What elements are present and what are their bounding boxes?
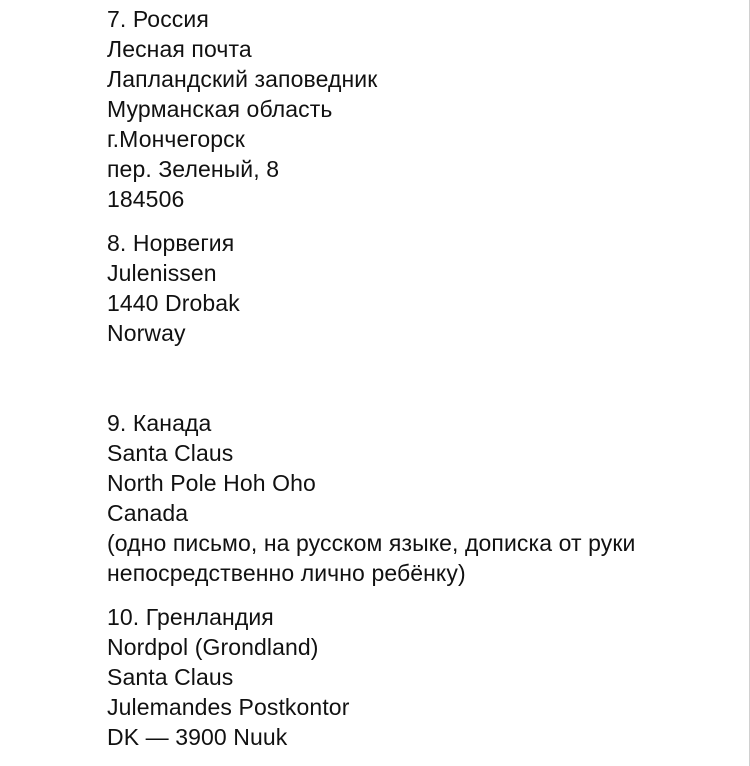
address-line: DK — 3900 Nuuk	[107, 724, 288, 750]
address-line: 184506	[107, 186, 185, 212]
address-line: Лапландский заповедник	[107, 66, 378, 92]
address-line: г.Мончегорск	[107, 126, 245, 152]
address-heading: 8. Норвегия	[107, 230, 235, 256]
address-block-canada	[107, 408, 737, 588]
address-heading: 7. Россия	[107, 6, 209, 32]
address-line: North Pole Hoh Oho	[107, 470, 316, 496]
address-heading: 10. Гренландия	[107, 604, 274, 630]
address-line: Santa Claus	[107, 664, 234, 690]
spacer	[107, 348, 737, 408]
address-list	[107, 4, 737, 752]
address-line: Nordpol (Grondland)	[107, 634, 319, 660]
address-block-norway	[107, 228, 737, 348]
spacer	[107, 214, 737, 228]
address-line: пер. Зеленый, 8	[107, 156, 280, 182]
address-block-greenland	[107, 602, 737, 752]
address-note: (одно письмо, на русском языке, дописка от руки	[107, 530, 636, 556]
address-line: Julenissen	[107, 260, 217, 286]
address-line: Norway	[107, 320, 186, 346]
address-line: Мурманская область	[107, 96, 333, 122]
address-note: непосредственно лично ребёнку)	[107, 560, 466, 586]
address-line: Canada	[107, 500, 189, 526]
address-line: Лесная почта	[107, 36, 252, 62]
spacer	[107, 588, 737, 602]
address-block-russia	[107, 4, 737, 214]
address-line: Julemandes Postkontor	[107, 694, 350, 720]
address-heading: 9. Канада	[107, 410, 212, 436]
address-line: 1440 Drobak	[107, 290, 240, 316]
address-line: Santa Claus	[107, 440, 234, 466]
